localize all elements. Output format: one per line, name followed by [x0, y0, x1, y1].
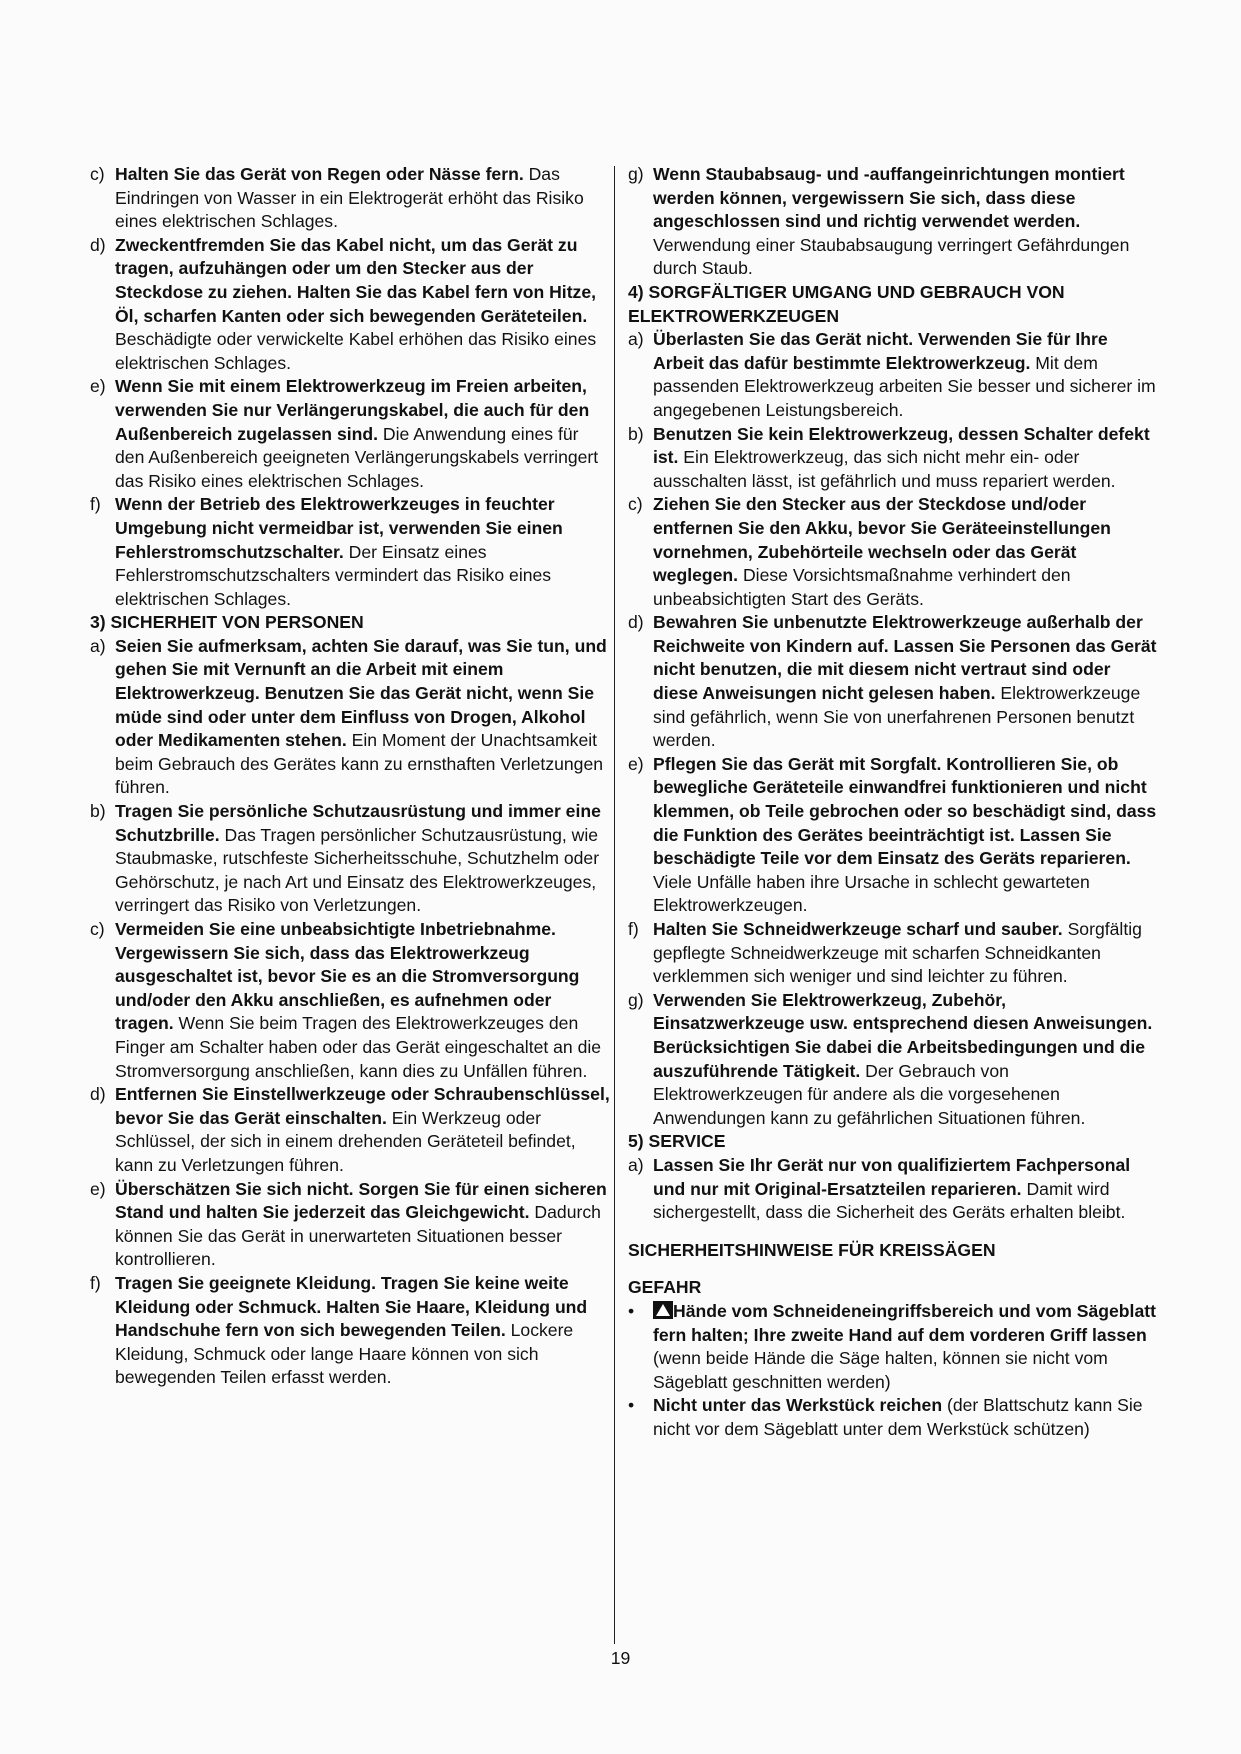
- instruction-item: a) Seien Sie aufmerksam, achten Sie darauf, was Sie tun, und gehen Sie mit Vernunft an die Arbeit mit einem Elektrowerkzeug. Benutzen Sie das Gerät nicht, wenn Sie müde sind oder unter dem Einfluss von Drogen, Alkohol oder Medikamenten stehen. Ein Moment der Unachtsamkeit beim Gebrauch des Gerätes kann zu ernsthaften Verletzungen führen.: [90, 635, 607, 798]
- instruction-item: e) Überschätzen Sie sich nicht. Sorgen Sie für einen sicheren Stand und halten Sie jederzeit das Gleichgewicht. Dadurch können Sie das Gerät in unerwarteten Situationen besser kontrollieren.: [90, 1178, 607, 1270]
- bullet-item: • Hände vom Schneideneingriffsbereich und vom Sägeblatt fern halten; Ihre zweite Hand auf dem vorderen Griff lassen (wenn beide Hände die Säge halten, können sie nicht vom Sägeblatt geschnitten werden): [628, 1300, 1156, 1392]
- danger-heading: GEFAHR: [628, 1277, 702, 1298]
- right-column: [628, 163, 1158, 1441]
- instruction-item: f) Halten Sie Schneidwerkzeuge scharf und sauber. Sorgfältig gepflegte Schneidwerkzeuge mit scharfen Schneidkanten verklemmen sich weniger und sind leichter zu führen.: [628, 919, 1142, 987]
- instruction-item: g) Verwenden Sie Elektrowerkzeug, Zubehör, Einsatzwerkzeuge usw. entsprechend diesen Anweisungen. Berücksichtigen Sie dabei die Arbeitsbedingungen und die auszuführende Tätigkeit. Der Gebrauch von Elektrowerkzeugen für andere als die vorgesehenen Anwendungen kann zu gefährlichen Situationen führen.: [628, 989, 1153, 1128]
- instruction-item: f) Wenn der Betrieb des Elektrowerkzeuges in feuchter Umgebung nicht vermeidbar ist, verwenden Sie einen Fehlerstromschutzschalter. Der Einsatz eines Fehlerstromschutzschalters vermindert das Risiko eines elektrischen Schlages.: [90, 494, 563, 609]
- warning-triangle-icon: [653, 1301, 673, 1319]
- instruction-item: d) Entfernen Sie Einstellwerkzeuge oder Schraubenschlüssel, bevor Sie das Gerät einschalten. Ein Werkzeug oder Schlüssel, der sich in einem drehenden Geräteteil befindet, kann zu Verletzungen führen.: [90, 1084, 610, 1175]
- instruction-item: c) Halten Sie das Gerät von Regen oder Nässe fern. Das Eindringen von Wasser in ein Elektrogerät erhöht das Risiko eines elektrischen Schlages.: [90, 164, 584, 232]
- instruction-item: a) Lassen Sie Ihr Gerät nur von qualifiziertem Fachpersonal und nur mit Original-Ersatzteilen reparieren. Damit wird sichergestellt, dass die Sicherheit des Geräts erhalten bleibt.: [628, 1154, 1131, 1223]
- section-heading: 5) SERVICE: [628, 1131, 726, 1152]
- instruction-item: d) Bewahren Sie unbenutzte Elektrowerkzeuge außerhalb der Reichweite von Kindern auf. Lassen Sie Personen das Gerät nicht benutzen, die mit diesem nicht vertraut sind oder diese Anweisungen nicht gelesen haben. Elektrowerkzeuge sind gefährlich, wenn Sie von unerfahrenen Personen benutzt werden.: [628, 612, 1157, 751]
- instruction-item: b) Benutzen Sie kein Elektrowerkzeug, dessen Schalter defekt ist. Ein Elektrowerkzeug, das sich nicht mehr ein- oder ausschalten lässt, ist gefährlich und muss repariert werden.: [628, 423, 1150, 491]
- circular-saw-safety-heading: SICHERHEITSHINWEISE FÜR KREISSÄGEN: [628, 1239, 996, 1260]
- instruction-item: e) Pflegen Sie das Gerät mit Sorgfalt. Kontrollieren Sie, ob bewegliche Geräteteile einwandfrei funktionieren und nicht klemmen, ob Teile gebrochen oder so beschädigt sind, dass die Funktion des Gerätes beeinträchtigt ist. Lassen Sie beschädigte Teile vor dem Einsatz des Geräts reparieren. Viele Unfälle haben ihre Ursache in schlecht gewarteten Elektrowerkzeugen.: [628, 753, 1157, 916]
- section-heading: 3) SICHERHEIT VON PERSONEN: [90, 612, 364, 633]
- instruction-item: e) Wenn Sie mit einem Elektrowerkzeug im Freien arbeiten, verwenden Sie nur Verlängerungskabel, die auch für den Außenbereich zugelassen sind. Die Anwendung eines für den Außenbereich geeigneten Verlängerungskabels verringert das Risiko eines elektrischen Schlages.: [90, 376, 599, 491]
- column-divider: [614, 166, 615, 1644]
- instruction-item: f) Tragen Sie geeignete Kleidung. Tragen Sie keine weite Kleidung oder Schmuck. Halten Sie Haare, Kleidung und Handschuhe fern von sich bewegenden Teilen. Lockere Kleidung, Schmuck oder lange Haare können von sich bewegenden Teilen erfasst werden.: [90, 1272, 588, 1388]
- page-number: 19: [610, 1648, 631, 1668]
- instruction-item: b) Tragen Sie persönliche Schutzausrüstung und immer eine Schutzbrille. Das Tragen persönlicher Schutzausrüstung, wie Staubmaske, rutschfeste Sicherheitsschuhe, Schutzhelm oder Gehörschutz, je nach Art und Einsatz des Elektrowerkzeuges, verringert das Risiko von Verletzungen.: [90, 801, 601, 916]
- instruction-item: c) Vermeiden Sie eine unbeabsichtigte Inbetriebnahme. Vergewissern Sie sich, dass das Elektrowerkzeug ausgeschaltet ist, bevor Sie es an die Stromversorgung und/oder den Akku anschließen, es aufnehmen oder tragen. Wenn Sie beim Tragen des Elektrowerkzeuges den Finger am Schalter haben oder das Gerät eingeschaltet an die Stromversorgung anschließen, kann dies zu Unfällen führen.: [90, 919, 602, 1081]
- instruction-item: g) Wenn Staubabsaug- und -auffangeinrichtungen montiert werden können, vergewissern Sie sich, dass diese angeschlossen sind und richtig verwendet werden. Verwendung einer Staubabsaugung verringert Gefährdungen durch Staub.: [628, 164, 1130, 279]
- bullet-item: • Nicht unter das Werkstück reichen (der Blattschutz kann Sie nicht vor dem Sägeblatt unter dem Werkstück schützen): [628, 1395, 1143, 1439]
- instruction-item: a) Überlasten Sie das Gerät nicht. Verwenden Sie für Ihre Arbeit das dafür bestimmte Elektrowerkzeug. Mit dem passenden Elektrowerkzeug arbeiten Sie besser und sicherer im angegebenen Leistungsbereich.: [628, 329, 1156, 420]
- left-column: [90, 163, 610, 1390]
- instruction-item: c) Ziehen Sie den Stecker aus der Steckdose und/oder entfernen Sie den Akku, bevor Sie Geräteeinstellungen vornehmen, Zubehörteile wechseln oder das Gerät weglegen. Diese Vorsichtsmaßnahme verhindert den unbeabsichtigten Start des Geräts.: [628, 494, 1111, 609]
- section-heading: 4) SORGFÄLTIGER UMGANG UND GEBRAUCH VON ELEKTROWERKZEUGEN: [628, 281, 1065, 326]
- instruction-item: d) Zweckentfremden Sie das Kabel nicht, um das Gerät zu tragen, aufzuhängen oder um den Stecker aus der Steckdose zu ziehen. Halten Sie das Kabel fern von Hitze, Öl, scharfen Kanten oder sich bewegenden Geräteteilen. Beschädigte oder verwickelte Kabel erhöhen das Risiko eines elektrischen Schlages.: [90, 234, 597, 373]
